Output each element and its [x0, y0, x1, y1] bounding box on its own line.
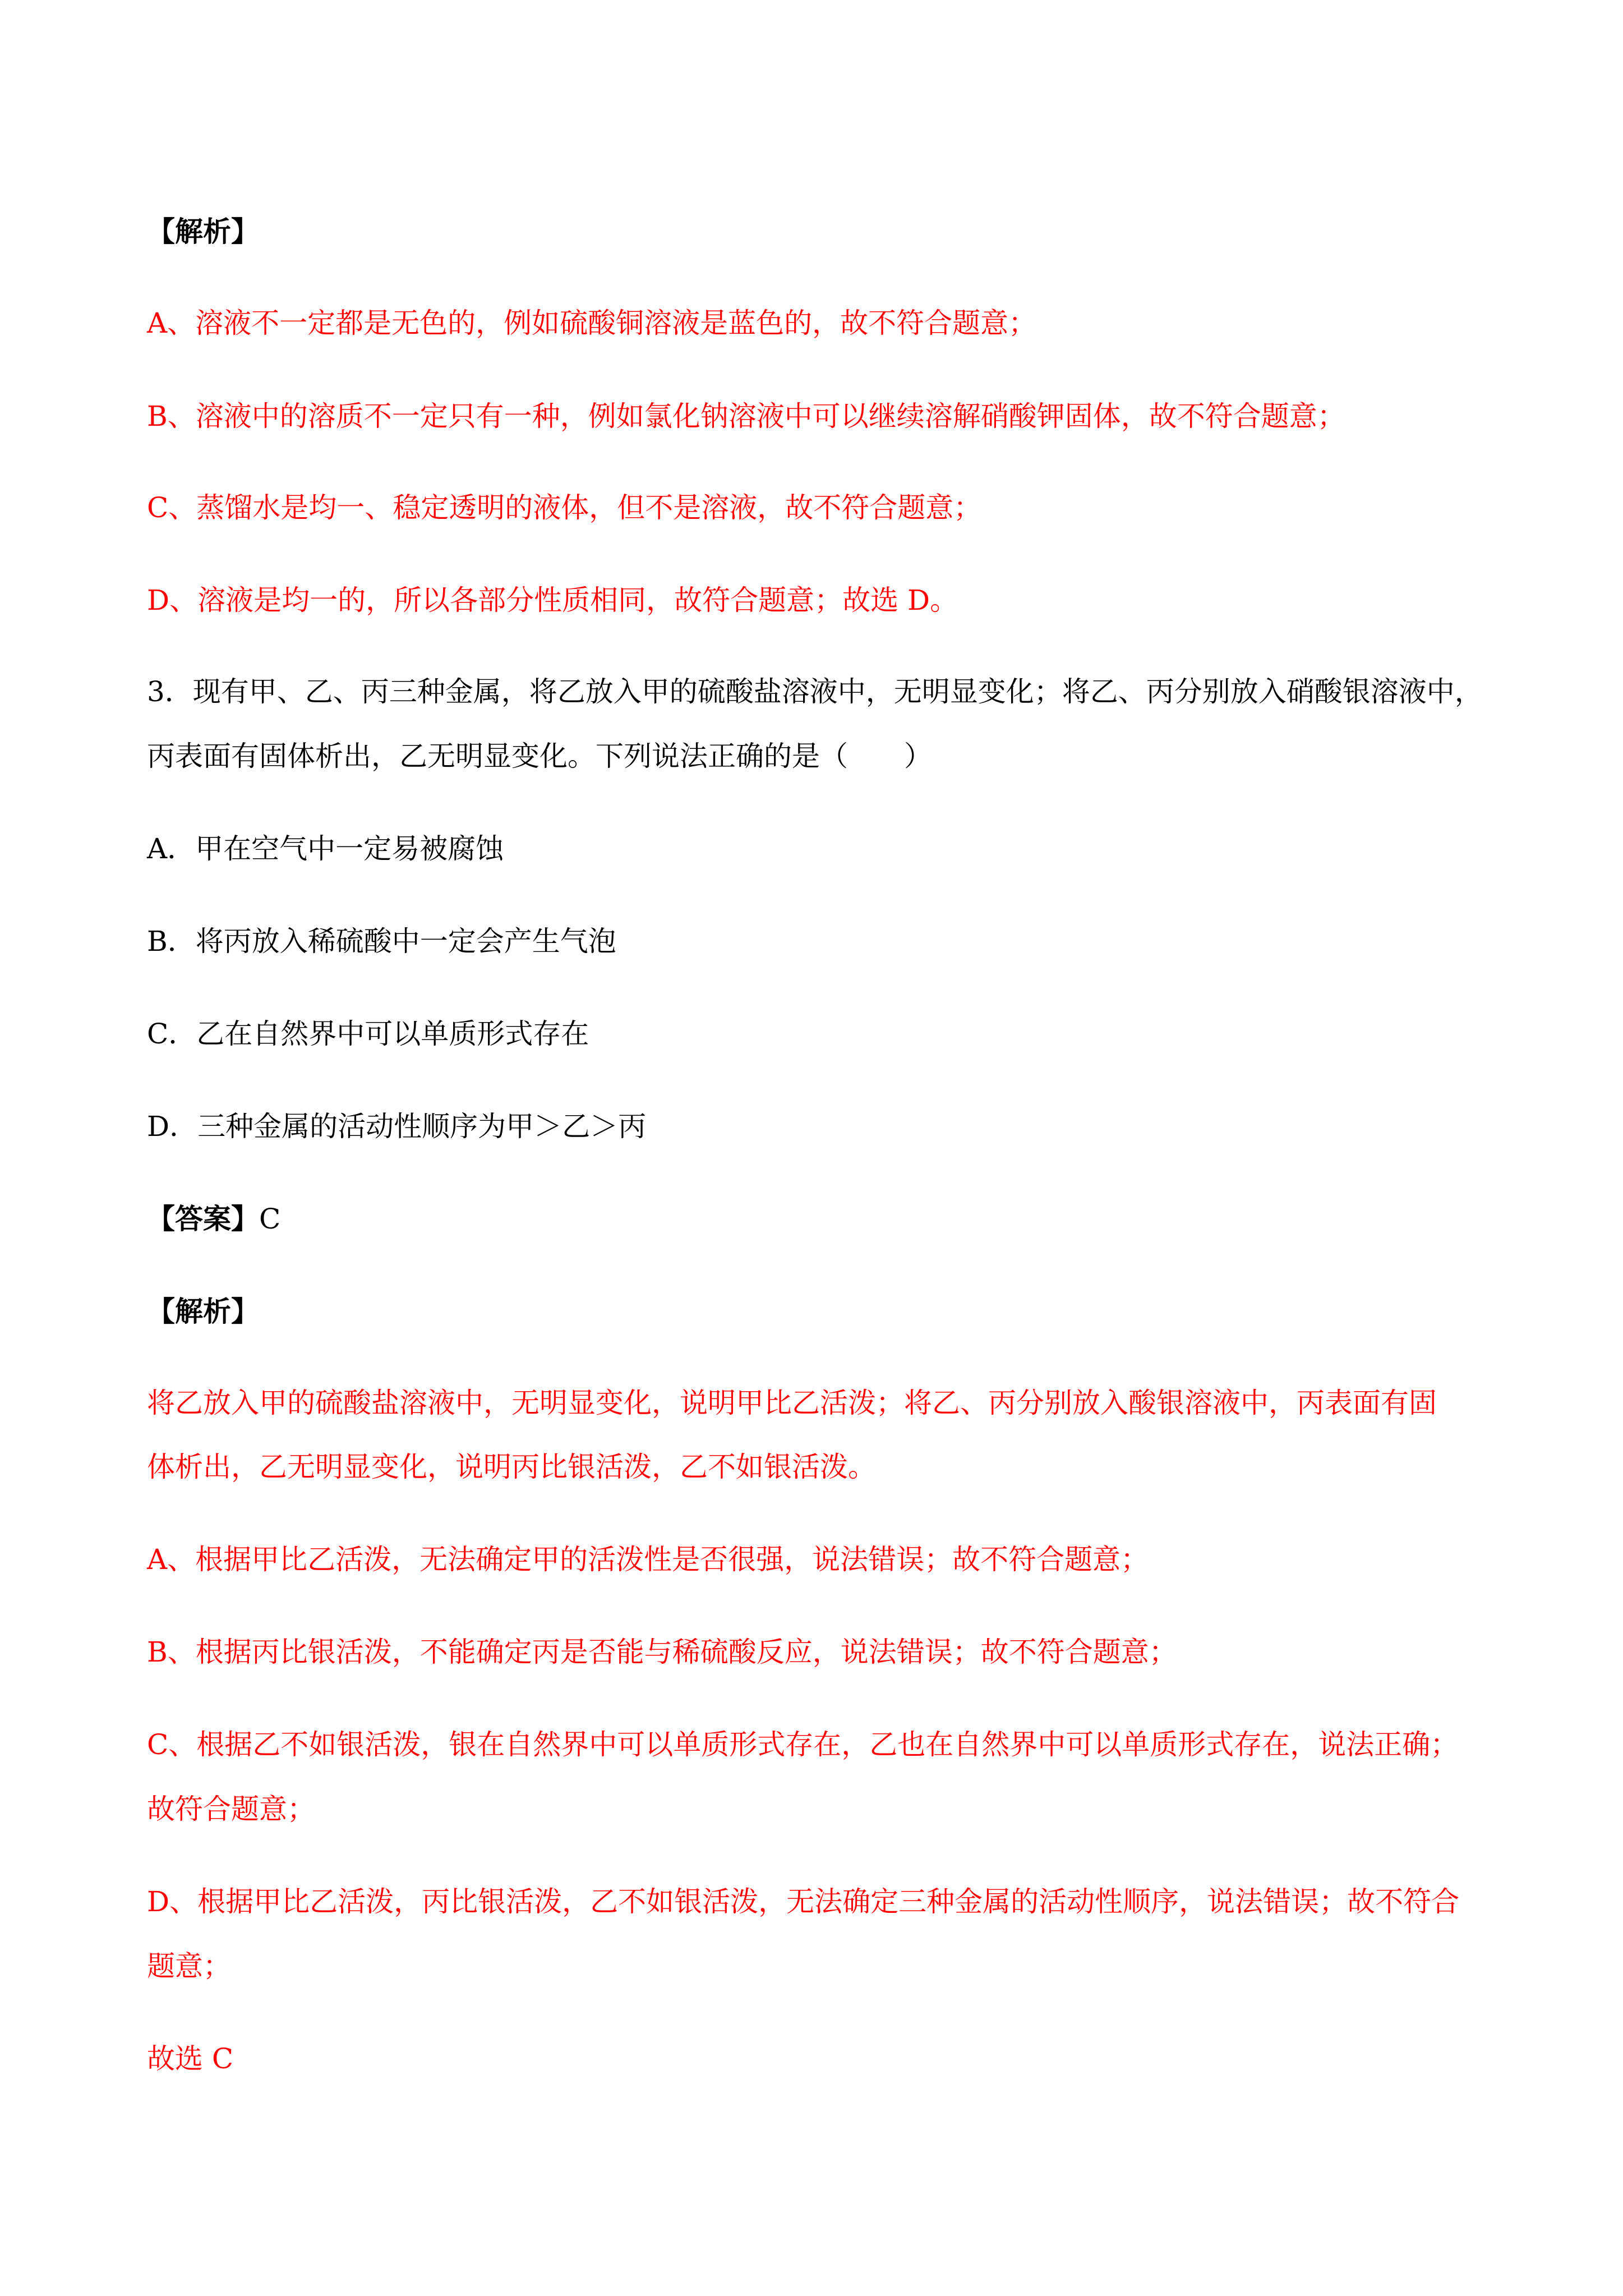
explanation-option-a: A、根据甲比乙活泼，无法确定甲的活泼性是否很强，说法错误；故不符合题意；	[147, 1543, 1149, 1576]
explanation-line-1: 将乙放入甲的硫酸盐溶液中，无明显变化，说明甲比乙活泼；将乙、丙分别放入酸银溶液中，丙表面有固	[147, 1387, 1437, 1419]
explanation-line-2: 体析出，乙无明显变化，说明丙比银活泼，乙不如银活泼。	[147, 1451, 876, 1483]
explanation-option-d-line-2: 题意；	[147, 1950, 231, 1982]
question-3-option-d: D．三种金属的活动性顺序为甲＞乙＞丙	[147, 1110, 647, 1143]
explanation-option-d-line-1: D、根据甲比乙活泼，丙比银活泼，乙不如银活泼，无法确定三种金属的活动性顺序，说法错误；故不符合	[147, 1885, 1460, 1918]
analysis-option-a: A、溶液不一定都是无色的，例如硫酸铜溶液是蓝色的，故不符合题意；	[147, 307, 1037, 339]
answer-row	[147, 1199, 1504, 1239]
question-3-stem-line-1: 3．现有甲、乙、丙三种金属，将乙放入甲的硫酸盐溶液中，无明显变化；将乙、丙分别放入硝酸银溶液中，	[147, 675, 1483, 708]
answer-label: 【答案】	[147, 1202, 259, 1235]
analysis-heading-2: 【解析】	[147, 1295, 259, 1328]
analysis-option-d: D、溶液是均一的，所以各部分性质相同，故符合题意；故选 D。	[147, 584, 958, 616]
question-3-stem-line-2: 丙表面有固体析出，乙无明显变化。下列说法正确的是（ ）	[147, 740, 932, 772]
final-choice: 故选 C	[147, 2042, 234, 2075]
analysis-heading: 【解析】	[147, 215, 259, 248]
explanation-option-b: B、根据丙比银活泼，不能确定丙是否能与稀硫酸反应，说法错误；故不符合题意；	[147, 1636, 1177, 1668]
question-3-option-c: C．乙在自然界中可以单质形式存在	[147, 1018, 589, 1050]
analysis-option-c: C、蒸馏水是均一、稳定透明的液体，但不是溶液，故不符合题意；	[147, 491, 982, 524]
explanation-option-c-line-2: 故符合题意；	[147, 1793, 315, 1825]
question-3-option-b: B．将丙放入稀硫酸中一定会产生气泡	[147, 925, 616, 958]
explanation-option-c-line-1: C、根据乙不如银活泼，银在自然界中可以单质形式存在，乙也在自然界中可以单质形式存在，说法正确；	[147, 1728, 1459, 1761]
analysis-option-b: B、溶液中的溶质不一定只有一种，例如氯化钠溶液中可以继续溶解硝酸钾固体，故不符合题意；	[147, 400, 1345, 432]
question-3-option-a: A．甲在空气中一定易被腐蚀	[147, 832, 504, 865]
answer-value: C	[259, 1203, 281, 1235]
